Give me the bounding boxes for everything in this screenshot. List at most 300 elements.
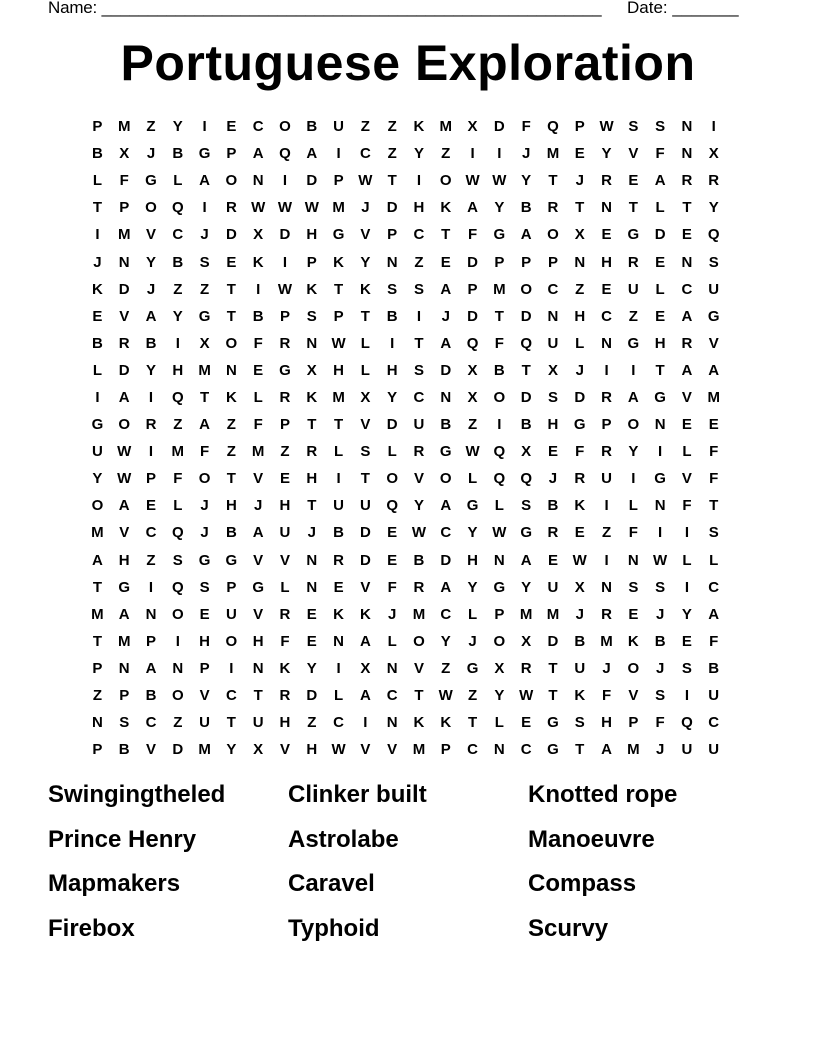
grid-letter[interactable]: V — [360, 416, 371, 434]
grid-letter[interactable]: A — [118, 388, 130, 406]
grid-letter[interactable]: M — [412, 605, 426, 623]
grid-letter[interactable]: P — [145, 470, 156, 488]
grid-letter[interactable]: J — [521, 145, 531, 163]
grid-letter[interactable]: T — [226, 280, 236, 298]
grid-letter[interactable]: Q — [171, 199, 184, 217]
grid-letter[interactable]: I — [95, 388, 100, 406]
grid-letter[interactable]: Z — [146, 118, 156, 136]
grid-letter[interactable]: Y — [708, 199, 719, 217]
grid-letter[interactable]: M — [546, 145, 560, 163]
grid-letter[interactable]: H — [279, 714, 291, 732]
grid-letter[interactable]: Y — [521, 578, 532, 596]
date-field-line[interactable]: Date: _______ — [627, 0, 739, 17]
grid-letter[interactable]: I — [604, 497, 609, 515]
grid-letter[interactable]: F — [709, 470, 719, 488]
grid-letter[interactable]: O — [439, 172, 452, 190]
grid-letter[interactable]: Y — [413, 145, 424, 163]
grid-letter[interactable]: L — [682, 551, 692, 569]
grid-letter[interactable]: U — [199, 714, 210, 732]
grid-letter[interactable]: V — [279, 741, 290, 759]
grid-letter[interactable]: N — [681, 118, 693, 136]
grid-letter[interactable]: Z — [467, 416, 478, 434]
grid-letter[interactable]: P — [92, 659, 103, 677]
grid-letter[interactable]: T — [521, 361, 531, 379]
grid-letter[interactable]: G — [466, 497, 479, 515]
grid-letter[interactable]: V — [708, 334, 719, 352]
grid-letter[interactable]: N — [172, 659, 184, 677]
grid-letter[interactable]: E — [333, 578, 344, 596]
grid-letter[interactable]: V — [199, 687, 210, 705]
grid-letter[interactable]: N — [386, 714, 398, 732]
grid-letter[interactable]: S — [628, 578, 639, 596]
grid-letter[interactable]: H — [601, 253, 612, 271]
grid-letter[interactable]: E — [681, 226, 692, 244]
grid-letter[interactable]: R — [333, 551, 344, 569]
grid-letter[interactable]: Q — [493, 470, 506, 488]
grid-letter[interactable]: O — [493, 632, 506, 650]
grid-letter[interactable]: H — [547, 416, 559, 434]
grid-letter[interactable]: P — [440, 741, 451, 759]
grid-letter[interactable]: B — [574, 632, 586, 650]
grid-letter[interactable]: C — [386, 687, 398, 705]
grid-letter[interactable]: L — [92, 361, 102, 379]
grid-letter[interactable]: O — [171, 605, 184, 623]
grid-letter[interactable]: T — [467, 714, 478, 732]
grid-letter[interactable]: T — [360, 307, 370, 325]
grid-letter[interactable]: U — [627, 280, 639, 298]
grid-letter[interactable]: C — [601, 307, 612, 325]
grid-letter[interactable]: B — [333, 524, 344, 542]
grid-letter[interactable]: H — [306, 470, 318, 488]
grid-letter[interactable]: A — [199, 172, 210, 190]
grid-letter[interactable]: M — [707, 388, 720, 406]
grid-letter[interactable]: D — [172, 741, 184, 759]
grid-letter[interactable]: F — [521, 118, 531, 136]
grid-letter[interactable]: W — [117, 443, 132, 461]
grid-letter[interactable]: A — [118, 605, 130, 623]
grid-letter[interactable]: I — [390, 334, 395, 352]
grid-letter[interactable]: B — [225, 524, 237, 542]
grid-letter[interactable]: P — [226, 145, 237, 163]
grid-letter[interactable]: H — [574, 307, 586, 325]
grid-letter[interactable]: V — [387, 741, 398, 759]
grid-letter[interactable]: J — [602, 659, 611, 677]
grid-letter[interactable]: R — [547, 524, 559, 542]
grid-letter[interactable]: B — [413, 551, 425, 569]
grid-letter[interactable]: L — [173, 497, 183, 515]
grid-letter[interactable]: R — [708, 172, 720, 190]
grid-letter[interactable]: J — [468, 632, 477, 650]
grid-letter[interactable]: B — [91, 145, 103, 163]
grid-letter[interactable]: R — [306, 443, 318, 461]
grid-letter[interactable]: J — [575, 361, 584, 379]
grid-letter[interactable]: Z — [200, 280, 210, 298]
grid-letter[interactable]: T — [628, 199, 638, 217]
grid-letter[interactable]: V — [253, 605, 264, 623]
grid-letter[interactable]: H — [333, 361, 344, 379]
grid-letter[interactable]: B — [708, 659, 720, 677]
grid-letter[interactable]: E — [387, 524, 398, 542]
grid-letter[interactable]: U — [252, 714, 264, 732]
grid-letter[interactable]: Z — [173, 714, 183, 732]
grid-letter[interactable]: P — [574, 118, 585, 136]
grid-letter[interactable]: X — [253, 226, 264, 244]
grid-letter[interactable]: G — [466, 659, 479, 677]
grid-letter[interactable]: E — [601, 280, 612, 298]
grid-letter[interactable]: T — [575, 199, 585, 217]
grid-letter[interactable]: L — [467, 470, 478, 488]
grid-letter[interactable]: Y — [521, 172, 532, 190]
grid-letter[interactable]: U — [279, 524, 291, 542]
grid-letter[interactable]: T — [92, 578, 102, 596]
grid-letter[interactable]: K — [440, 714, 452, 732]
grid-letter[interactable]: Q — [386, 497, 398, 515]
grid-letter[interactable]: W — [277, 280, 293, 298]
grid-letter[interactable]: T — [414, 334, 424, 352]
grid-letter[interactable]: G — [145, 172, 157, 190]
grid-letter[interactable]: S — [547, 388, 558, 406]
grid-letter[interactable]: T — [548, 659, 558, 677]
grid-letter[interactable]: Y — [467, 578, 478, 596]
grid-letter[interactable]: W — [331, 741, 346, 759]
grid-letter[interactable]: L — [92, 172, 102, 190]
grid-letter[interactable]: P — [145, 632, 156, 650]
grid-letter[interactable]: A — [627, 388, 639, 406]
grid-letter[interactable]: R — [681, 172, 693, 190]
grid-letter[interactable]: F — [655, 145, 665, 163]
grid-letter[interactable]: A — [440, 497, 452, 515]
grid-letter[interactable]: A — [306, 145, 318, 163]
grid-letter[interactable]: F — [628, 524, 638, 542]
grid-letter[interactable]: N — [145, 605, 157, 623]
grid-letter[interactable]: F — [200, 443, 210, 461]
grid-letter[interactable]: P — [494, 253, 505, 271]
grid-letter[interactable]: E — [226, 253, 237, 271]
grid-letter[interactable]: K — [306, 280, 318, 298]
grid-letter[interactable]: T — [307, 416, 317, 434]
grid-letter[interactable]: E — [681, 632, 692, 650]
grid-letter[interactable]: B — [145, 687, 157, 705]
grid-letter[interactable]: P — [521, 253, 532, 271]
grid-letter[interactable]: F — [575, 443, 585, 461]
grid-letter[interactable]: S — [199, 578, 210, 596]
grid-letter[interactable]: I — [229, 659, 234, 677]
grid-letter[interactable]: F — [709, 443, 719, 461]
grid-letter[interactable]: R — [279, 687, 291, 705]
grid-letter[interactable]: M — [117, 632, 131, 650]
grid-letter[interactable]: T — [92, 199, 102, 217]
grid-letter[interactable]: G — [654, 388, 666, 406]
grid-letter[interactable]: G — [654, 470, 666, 488]
grid-letter[interactable]: Y — [467, 524, 478, 542]
grid-letter[interactable]: P — [547, 253, 558, 271]
grid-letter[interactable]: L — [682, 443, 692, 461]
grid-letter[interactable]: M — [91, 524, 104, 542]
grid-letter[interactable]: R — [681, 334, 693, 352]
grid-letter[interactable]: O — [627, 416, 640, 434]
grid-letter[interactable]: C — [145, 524, 157, 542]
grid-letter[interactable]: G — [573, 416, 586, 434]
grid-letter[interactable]: S — [119, 714, 130, 732]
grid-letter[interactable]: E — [440, 253, 451, 271]
grid-letter[interactable]: V — [628, 145, 639, 163]
grid-letter[interactable]: D — [225, 226, 237, 244]
grid-letter[interactable]: P — [467, 280, 478, 298]
grid-letter[interactable]: F — [253, 416, 263, 434]
grid-letter[interactable]: E — [226, 118, 237, 136]
grid-letter[interactable]: Q — [171, 388, 184, 406]
grid-letter[interactable]: I — [658, 443, 663, 461]
grid-letter[interactable]: Y — [413, 497, 424, 515]
grid-letter[interactable]: E — [92, 307, 103, 325]
grid-letter[interactable]: R — [413, 578, 425, 596]
grid-letter[interactable]: K — [91, 280, 103, 298]
grid-letter[interactable]: P — [92, 118, 103, 136]
grid-letter[interactable]: J — [146, 145, 156, 163]
grid-letter[interactable]: G — [707, 307, 720, 325]
grid-letter[interactable]: V — [681, 470, 692, 488]
grid-letter[interactable]: O — [171, 687, 184, 705]
grid-letter[interactable]: O — [145, 199, 157, 217]
grid-letter[interactable]: A — [654, 172, 666, 190]
grid-letter[interactable]: L — [173, 172, 183, 190]
grid-letter[interactable]: J — [361, 199, 370, 217]
grid-letter[interactable]: X — [360, 659, 371, 677]
grid-letter[interactable]: C — [467, 741, 478, 759]
grid-letter[interactable]: L — [333, 687, 344, 705]
grid-letter[interactable]: J — [548, 470, 558, 488]
grid-letter[interactable]: V — [360, 578, 371, 596]
grid-letter[interactable]: D — [467, 307, 478, 325]
grid-letter[interactable]: T — [307, 497, 317, 515]
grid-letter[interactable]: U — [333, 497, 344, 515]
grid-letter[interactable]: S — [708, 524, 719, 542]
grid-letter[interactable]: E — [521, 714, 532, 732]
grid-letter[interactable]: S — [655, 578, 666, 596]
grid-letter[interactable]: L — [387, 443, 397, 461]
grid-letter[interactable]: Z — [226, 416, 236, 434]
grid-letter[interactable]: M — [91, 605, 104, 623]
grid-letter[interactable]: Y — [92, 470, 103, 488]
grid-letter[interactable]: Y — [360, 253, 371, 271]
grid-letter[interactable]: Z — [467, 687, 478, 705]
grid-letter[interactable]: I — [256, 280, 261, 298]
grid-letter[interactable]: I — [631, 361, 636, 379]
grid-letter[interactable]: K — [440, 199, 452, 217]
grid-letter[interactable]: E — [655, 253, 666, 271]
grid-letter[interactable]: T — [333, 280, 344, 298]
grid-letter[interactable]: N — [440, 388, 452, 406]
grid-letter[interactable]: E — [387, 551, 398, 569]
grid-letter[interactable]: Q — [707, 226, 720, 244]
grid-letter[interactable]: D — [520, 307, 532, 325]
grid-letter[interactable]: O — [627, 659, 640, 677]
grid-letter[interactable]: O — [520, 280, 532, 298]
grid-letter[interactable]: O — [547, 226, 559, 244]
grid-letter[interactable]: S — [655, 118, 666, 136]
grid-letter[interactable]: M — [627, 741, 640, 759]
grid-letter[interactable]: N — [654, 416, 666, 434]
grid-letter[interactable]: W — [465, 172, 480, 190]
grid-letter[interactable]: O — [91, 497, 104, 515]
grid-letter[interactable]: Y — [145, 253, 156, 271]
grid-letter[interactable]: S — [655, 687, 666, 705]
grid-letter[interactable]: E — [199, 605, 210, 623]
grid-letter[interactable]: U — [225, 605, 237, 623]
grid-letter[interactable]: E — [574, 524, 585, 542]
grid-letter[interactable]: S — [708, 253, 719, 271]
grid-letter[interactable]: R — [279, 334, 291, 352]
grid-letter[interactable]: Q — [171, 524, 184, 542]
grid-letter[interactable]: W — [251, 199, 266, 217]
grid-letter[interactable]: G — [439, 443, 452, 461]
grid-letter[interactable]: K — [225, 388, 237, 406]
grid-letter[interactable]: I — [363, 714, 368, 732]
grid-letter[interactable]: A — [252, 524, 264, 542]
grid-letter[interactable]: P — [119, 199, 130, 217]
grid-letter[interactable]: B — [440, 416, 452, 434]
grid-letter[interactable]: Z — [575, 280, 585, 298]
grid-letter[interactable]: Q — [279, 145, 291, 163]
grid-letter[interactable]: Z — [226, 443, 236, 461]
grid-letter[interactable]: Z — [173, 416, 183, 434]
grid-letter[interactable]: W — [572, 551, 587, 569]
grid-letter[interactable]: H — [306, 741, 318, 759]
grid-letter[interactable]: E — [145, 497, 156, 515]
grid-letter[interactable]: J — [655, 659, 665, 677]
grid-letter[interactable]: R — [601, 388, 612, 406]
grid-letter[interactable]: G — [91, 416, 104, 434]
grid-letter[interactable]: Q — [681, 714, 693, 732]
grid-letter[interactable]: Z — [441, 659, 451, 677]
grid-letter[interactable]: O — [225, 172, 238, 190]
grid-letter[interactable]: I — [497, 145, 502, 163]
grid-letter[interactable]: F — [601, 687, 612, 705]
grid-letter[interactable]: J — [575, 172, 584, 190]
grid-letter[interactable]: S — [413, 280, 424, 298]
grid-letter[interactable]: J — [387, 605, 397, 623]
grid-letter[interactable]: A — [467, 199, 478, 217]
grid-letter[interactable]: X — [467, 388, 478, 406]
grid-letter[interactable]: S — [628, 118, 639, 136]
grid-letter[interactable]: T — [200, 388, 210, 406]
grid-letter[interactable]: O — [439, 470, 452, 488]
grid-letter[interactable]: Y — [306, 659, 317, 677]
grid-letter[interactable]: M — [198, 361, 211, 379]
grid-letter[interactable]: T — [548, 172, 558, 190]
grid-letter[interactable]: N — [252, 659, 264, 677]
grid-letter[interactable]: A — [601, 741, 612, 759]
grid-letter[interactable]: Z — [387, 118, 397, 136]
grid-letter[interactable]: E — [655, 307, 666, 325]
grid-letter[interactable]: Z — [280, 443, 290, 461]
grid-letter[interactable]: W — [519, 687, 534, 705]
grid-letter[interactable]: I — [148, 443, 154, 461]
grid-letter[interactable]: G — [279, 361, 291, 379]
grid-letter[interactable]: H — [199, 632, 210, 650]
grid-letter[interactable]: U — [601, 470, 612, 488]
grid-letter[interactable]: I — [604, 361, 609, 379]
grid-letter[interactable]: I — [336, 659, 341, 677]
grid-letter[interactable]: G — [547, 714, 559, 732]
grid-letter[interactable]: U — [547, 334, 559, 352]
grid-letter[interactable]: E — [547, 551, 558, 569]
grid-letter[interactable]: A — [440, 334, 452, 352]
grid-letter[interactable]: J — [307, 524, 316, 542]
grid-letter[interactable]: I — [711, 118, 716, 136]
grid-letter[interactable]: O — [225, 632, 238, 650]
grid-letter[interactable]: K — [306, 388, 318, 406]
grid-letter[interactable]: C — [440, 524, 452, 542]
grid-letter[interactable]: B — [252, 307, 264, 325]
grid-letter[interactable]: G — [520, 524, 532, 542]
grid-letter[interactable]: N — [493, 551, 505, 569]
grid-letter[interactable]: G — [627, 334, 640, 352]
grid-letter[interactable]: L — [628, 497, 638, 515]
grid-letter[interactable]: T — [226, 470, 236, 488]
grid-letter[interactable]: P — [226, 578, 237, 596]
grid-letter[interactable]: T — [655, 361, 665, 379]
grid-letter[interactable]: C — [708, 578, 720, 596]
grid-letter[interactable]: Z — [307, 714, 317, 732]
grid-letter[interactable]: J — [146, 280, 156, 298]
grid-letter[interactable]: Z — [173, 280, 183, 298]
grid-letter[interactable]: V — [145, 226, 156, 244]
grid-letter[interactable]: G — [627, 226, 640, 244]
grid-letter[interactable]: D — [306, 687, 318, 705]
grid-letter[interactable]: S — [413, 361, 424, 379]
grid-letter[interactable]: Q — [171, 578, 184, 596]
grid-letter[interactable]: V — [279, 551, 290, 569]
grid-letter[interactable]: U — [708, 280, 720, 298]
grid-letter[interactable]: F — [682, 497, 692, 515]
grid-letter[interactable]: W — [358, 172, 373, 190]
grid-letter[interactable]: R — [413, 443, 425, 461]
grid-letter[interactable]: E — [601, 226, 612, 244]
grid-letter[interactable]: Z — [92, 687, 102, 705]
grid-letter[interactable]: R — [279, 605, 291, 623]
grid-letter[interactable]: O — [118, 416, 131, 434]
grid-letter[interactable]: X — [574, 226, 585, 244]
grid-letter[interactable]: Q — [493, 443, 506, 461]
grid-letter[interactable]: D — [386, 199, 398, 217]
grid-letter[interactable]: S — [199, 253, 210, 271]
grid-letter[interactable]: G — [118, 578, 131, 596]
grid-letter[interactable]: U — [359, 497, 371, 515]
grid-letter[interactable]: M — [251, 443, 265, 461]
grid-letter[interactable]: A — [708, 605, 720, 623]
grid-letter[interactable]: X — [467, 118, 478, 136]
grid-letter[interactable]: C — [145, 714, 157, 732]
grid-letter[interactable]: I — [148, 578, 154, 596]
grid-letter[interactable]: E — [253, 361, 264, 379]
grid-letter[interactable]: F — [280, 632, 290, 650]
grid-letter[interactable]: L — [360, 334, 370, 352]
grid-letter[interactable]: U — [413, 416, 425, 434]
grid-letter[interactable]: Y — [681, 605, 692, 623]
grid-letter[interactable]: J — [575, 605, 584, 623]
grid-letter[interactable]: K — [413, 714, 425, 732]
grid-letter[interactable]: L — [575, 334, 585, 352]
grid-letter[interactable]: K — [333, 253, 344, 271]
grid-letter[interactable]: Y — [494, 199, 505, 217]
grid-letter[interactable]: P — [92, 741, 103, 759]
grid-letter[interactable]: Q — [466, 334, 479, 352]
grid-letter[interactable]: B — [520, 199, 532, 217]
grid-letter[interactable]: D — [520, 388, 532, 406]
grid-letter[interactable]: L — [253, 388, 263, 406]
grid-letter[interactable]: V — [360, 226, 371, 244]
